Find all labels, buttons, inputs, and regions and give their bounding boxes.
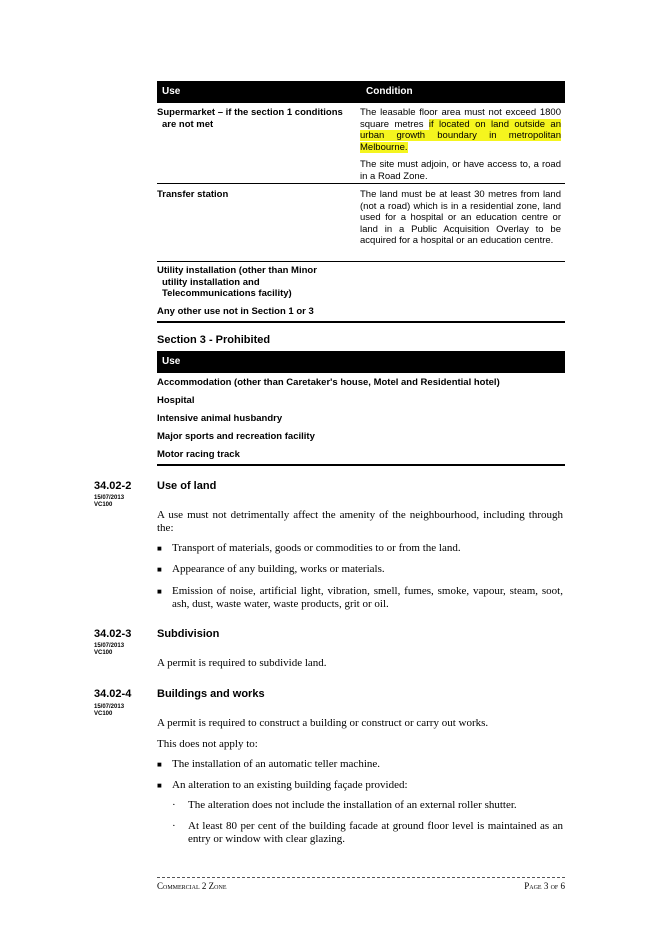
use-cell: Supermarket – if the section 1 conditions are not met — [157, 107, 343, 130]
clause-meta: 15/07/2013 VC100 — [94, 643, 125, 656]
footer-page-number: Page 3 of 6 — [524, 881, 565, 891]
section3-title: Section 3 - Prohibited — [157, 334, 271, 346]
bullet-item: ■ The installation of an automatic teller machine. — [157, 758, 381, 770]
paragraph: A use must not detrimentally affect the amenity of the neighbourhood, including through the: — [157, 509, 563, 534]
square-bullet-icon: ■ — [157, 781, 162, 790]
clause-title: Buildings and works — [157, 688, 265, 700]
sub-bullet-item: · The alteration does not include the installation of an external roller shutter. — [172, 799, 517, 811]
clause-meta: 15/07/2013 VC100 — [94, 704, 125, 717]
bullet-item: ■ Emission of noise, artificial light, vibration, smell, fumes, smoke, vapour, steam, soot, ash, dust, waste water, waste products, grit or oil. — [157, 585, 563, 610]
use-column-header: Use — [162, 356, 181, 367]
bullet-item: ■ Transport of materials, goods or commodities to or from the land. — [157, 542, 461, 554]
highlighted-text: if located on land outside an urban growth boundary in metropolitan Melbourne. — [360, 118, 561, 153]
clause-meta: 15/07/2013 VC100 — [94, 495, 125, 508]
dot-bullet-icon: · — [172, 820, 176, 832]
prohibited-item: Intensive animal husbandry — [157, 413, 283, 424]
use-cell: Utility installation (other than Minor utility installation and Telecommunications facility) — [157, 265, 317, 299]
square-bullet-icon: ■ — [157, 565, 162, 574]
condition-column-header: Condition — [366, 86, 413, 97]
prohibited-item: Hospital — [157, 395, 195, 406]
clause-title: Subdivision — [157, 628, 220, 640]
table-bottom-rule — [157, 464, 565, 466]
use-column-header: Use — [162, 86, 181, 97]
prohibited-item: Motor racing track — [157, 449, 240, 460]
condition-cell: The land must be at least 30 metres from land (not a road) which is in a residential zone, land used for a hospital or an education centre or land in a Public Acquisition Overlay to be acquired for a hospital or an education centre. — [360, 189, 561, 246]
square-bullet-icon: ■ — [157, 544, 162, 553]
clause-title: Use of land — [157, 480, 217, 492]
bullet-item: ■ An alteration to an existing building façade provided: — [157, 779, 408, 791]
row-divider — [157, 183, 565, 184]
footer-zone-name: Commercial 2 Zone — [157, 881, 227, 891]
condition-cell: The leasable floor area must not exceed 1800 square metres if located on land outside an urban growth boundary in metropolitan Melbourne. — [360, 107, 561, 153]
paragraph: A permit is required to construct a building or construct or carry out works. — [157, 717, 489, 729]
condition-cell-2: The site must adjoin, or have access to, a road in a Road Zone. — [360, 159, 561, 182]
square-bullet-icon: ■ — [157, 760, 162, 769]
row-divider — [157, 261, 565, 262]
paragraph: This does not apply to: — [157, 738, 258, 750]
footer-divider — [157, 877, 565, 878]
clause-number: 34.02-2 — [94, 480, 132, 492]
use-cell: Any other use not in Section 1 or 3 — [157, 306, 314, 317]
section2-table-header — [157, 81, 565, 103]
dot-bullet-icon: · — [172, 799, 176, 811]
square-bullet-icon: ■ — [157, 587, 162, 596]
prohibited-item: Accommodation (other than Caretaker's house, Motel and Residential hotel) — [157, 377, 500, 388]
use-cell: Transfer station — [157, 189, 229, 200]
prohibited-item: Major sports and recreation facility — [157, 431, 315, 442]
section3-table-header — [157, 351, 565, 373]
sub-bullet-item: · At least 80 per cent of the building facade at ground floor level is maintained as an entry or window with clear glazing. — [172, 820, 563, 845]
clause-number: 34.02-3 — [94, 628, 132, 640]
bullet-item: ■ Appearance of any building, works or materials. — [157, 563, 385, 575]
paragraph: A permit is required to subdivide land. — [157, 657, 327, 669]
table-bottom-rule — [157, 321, 565, 323]
clause-number: 34.02-4 — [94, 688, 132, 700]
